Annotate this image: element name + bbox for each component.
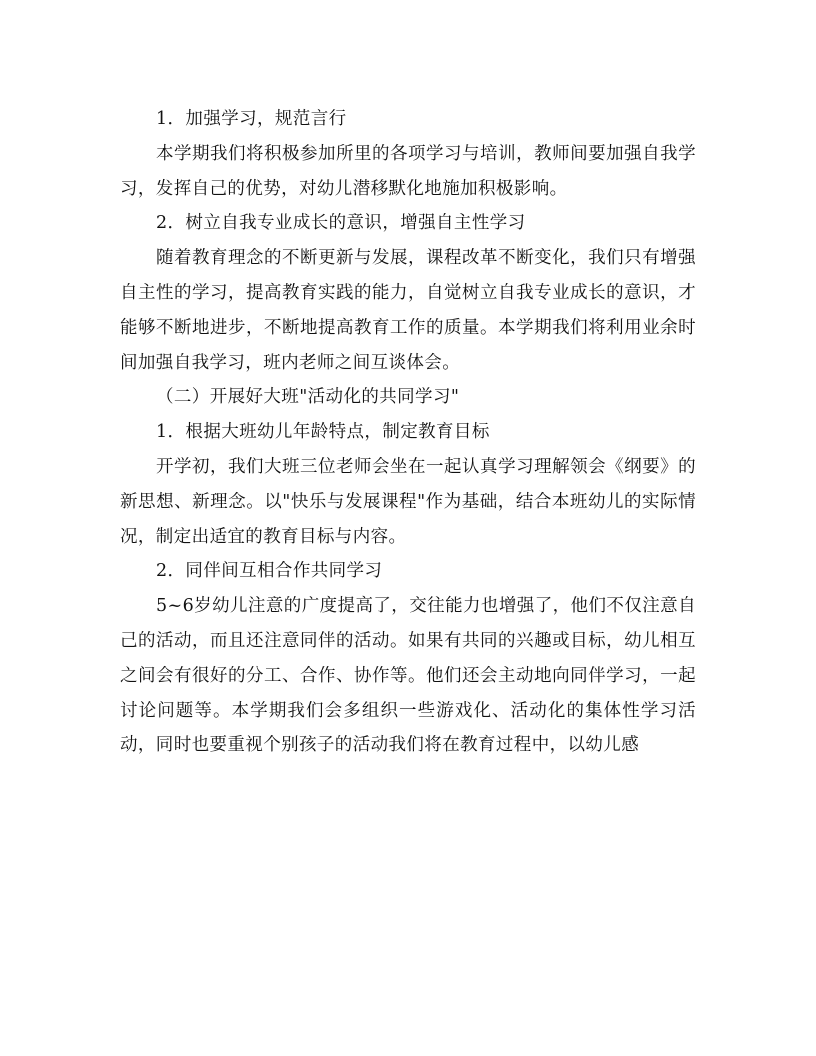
- heading-age-characteristics: 1．根据大班幼儿年龄特点，制定教育目标: [156, 422, 490, 443]
- heading-peer-cooperation: 2．同伴间互相合作共同学习: [156, 561, 383, 582]
- paragraph-peer-learning: 5~6岁幼儿注意的广度提高了，交往能力也增强了，他们不仅注意自己的活动，而且还注意同伴的活动。如果有共同的兴趣或目标，幼儿相互之间会有很好的分工、合作、协作等。他们还会主动地向同伴学习，一起讨论问题等。本学期我们会多组织一些游戏化、活动化的集体性学习活动，同时也要重视个别孩子的活动我们将在教育过程中，以幼儿感: [120, 596, 696, 756]
- heading-professional-growth: 2．树立自我专业成长的意识，增强自主性学习: [156, 213, 526, 234]
- document-body: [120, 102, 696, 763]
- paragraph-education-goals: 开学初，我们大班三位老师会坐在一起认真学习理解领会《纲要》的新思想、新理念。以"快乐与发展课程"作为基础，结合本班幼儿的实际情况，制定出适宜的教育目标与内容。: [120, 456, 696, 547]
- paragraph-education-reform: 随着教育理念的不断更新与发展，课程改革不断变化，我们只有增强自主性的学习，提高教育实践的能力，自觉树立自我专业成长的意识，才能够不断地进步，不断地提高教育工作的质量。本学期我们将利用业余时间加强自我学习，班内老师之间互谈体会。: [120, 248, 696, 373]
- heading-strengthen-learning: 1．加强学习，规范言行: [156, 109, 347, 129]
- paragraph-training: 本学期我们将积极参加所里的各项学习与培训，教师间要加强自我学习，发挥自己的优势，对幼儿潜移默化地施加积极影响。: [120, 143, 696, 199]
- section-heading-group-learning: （二）开展好大班"活动化的共同学习": [156, 387, 460, 408]
